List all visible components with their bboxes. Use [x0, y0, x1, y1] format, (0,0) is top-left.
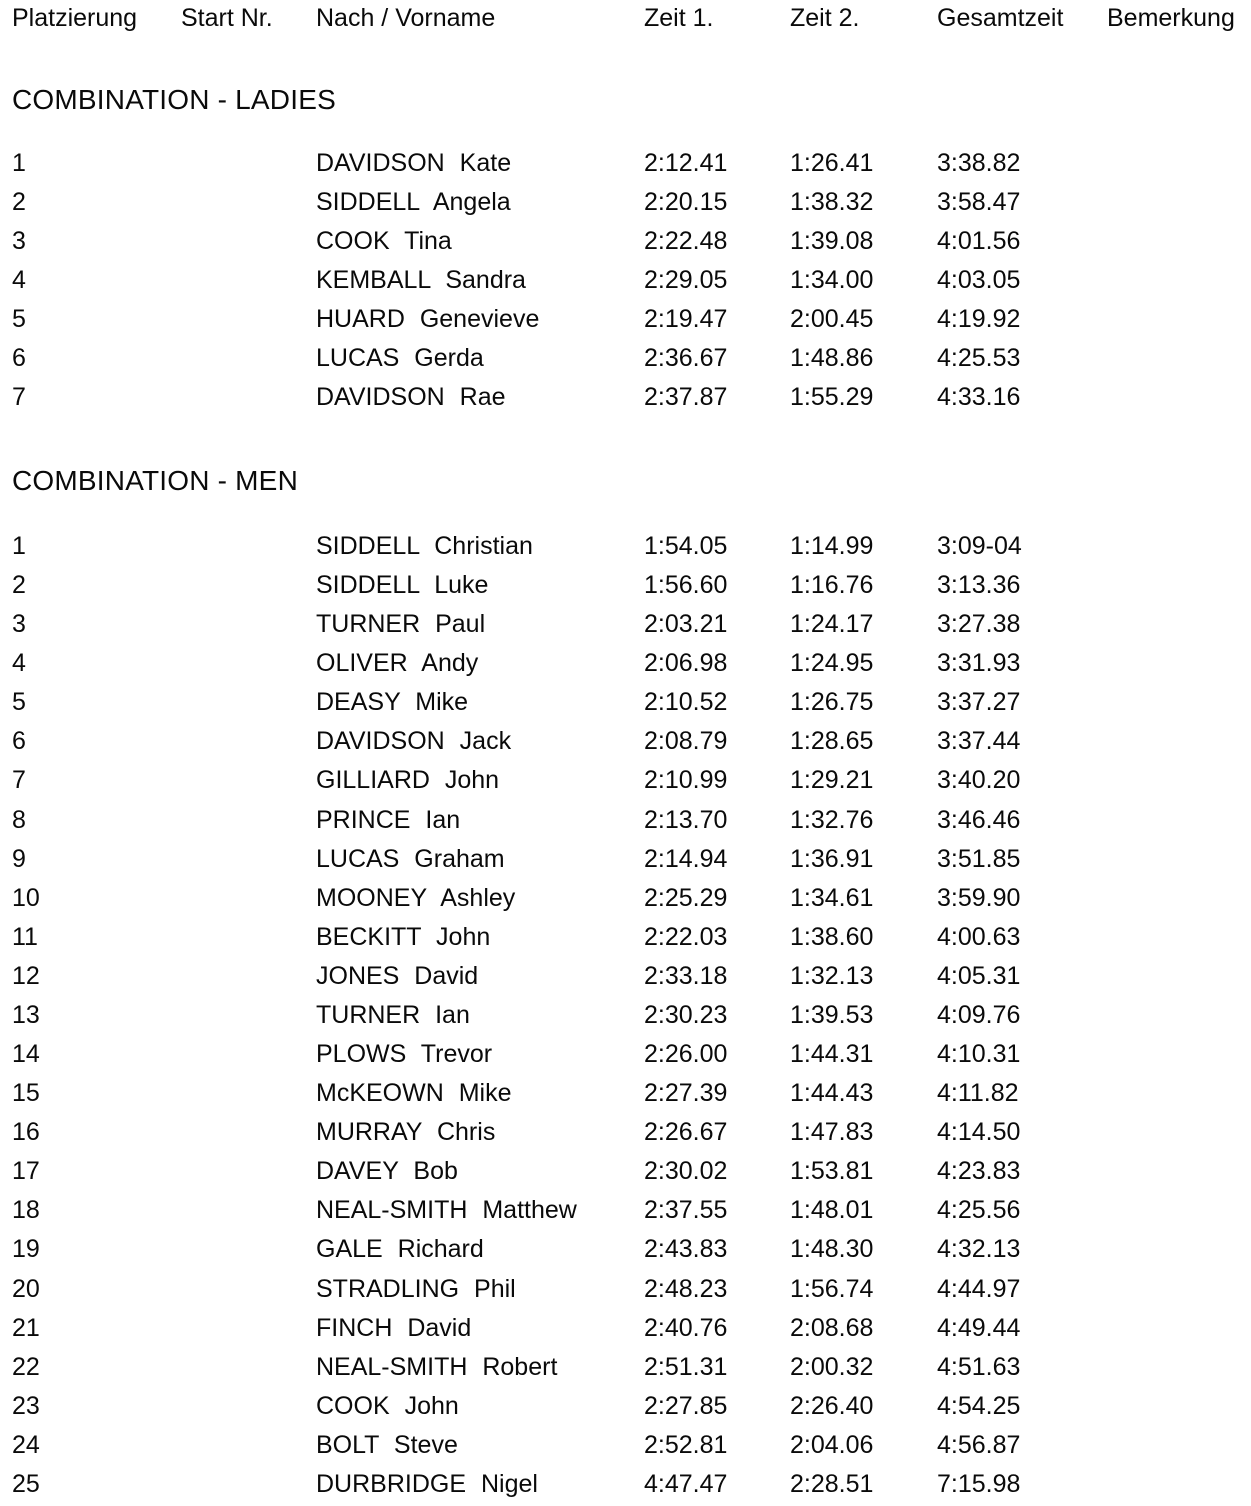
name-cell: LUCAS Gerda	[316, 344, 484, 372]
header-time2: Zeit 2.	[790, 4, 860, 32]
total-time-cell: 4:00.63	[937, 923, 1021, 951]
header-total: Gesamtzeit	[937, 4, 1064, 32]
header-remark: Bemerkung	[1107, 4, 1235, 32]
place-cell: 24	[12, 1431, 40, 1459]
total-time-cell: 3:58.47	[937, 188, 1021, 216]
time2-cell: 1:29.21	[790, 766, 874, 794]
total-time-cell: 4:33.16	[937, 383, 1021, 411]
time1-cell: 2:27.85	[644, 1392, 728, 1420]
place-cell: 25	[12, 1470, 40, 1498]
name-cell: KEMBALL Sandra	[316, 266, 526, 294]
time2-cell: 1:24.17	[790, 610, 874, 638]
total-time-cell: 4:56.87	[937, 1431, 1021, 1459]
place-cell: 6	[12, 344, 26, 372]
place-cell: 12	[12, 962, 40, 990]
place-cell: 17	[12, 1157, 40, 1185]
total-time-cell: 4:05.31	[937, 962, 1021, 990]
time1-cell: 2:40.76	[644, 1314, 728, 1342]
total-time-cell: 7:15.98	[937, 1470, 1021, 1498]
place-cell: 16	[12, 1118, 40, 1146]
section-title-men: COMBINATION - MEN	[12, 465, 298, 496]
time1-cell: 2:52.81	[644, 1431, 728, 1459]
total-time-cell: 3:46.46	[937, 806, 1021, 834]
total-time-cell: 4:03.05	[937, 266, 1021, 294]
time2-cell: 1:32.13	[790, 962, 874, 990]
time1-cell: 2:13.70	[644, 806, 728, 834]
time1-cell: 2:37.87	[644, 383, 728, 411]
time2-cell: 1:28.65	[790, 727, 874, 755]
time1-cell: 2:12.41	[644, 149, 728, 177]
place-cell: 5	[12, 305, 26, 333]
place-cell: 22	[12, 1353, 40, 1381]
place-cell: 1	[12, 532, 26, 560]
time2-cell: 1:26.75	[790, 688, 874, 716]
name-cell: STRADLING Phil	[316, 1275, 516, 1303]
time1-cell: 2:22.03	[644, 923, 728, 951]
name-cell: SIDDELL Luke	[316, 571, 489, 599]
time1-cell: 2:03.21	[644, 610, 728, 638]
name-cell: NEAL-SMITH Robert	[316, 1353, 558, 1381]
time2-cell: 1:38.32	[790, 188, 874, 216]
time2-cell: 1:44.31	[790, 1040, 874, 1068]
name-cell: HUARD Genevieve	[316, 305, 540, 333]
name-cell: MURRAY Chris	[316, 1118, 496, 1146]
time2-cell: 2:28.51	[790, 1470, 874, 1498]
place-cell: 3	[12, 610, 26, 638]
total-time-cell: 3:37.44	[937, 727, 1021, 755]
time1-cell: 2:48.23	[644, 1275, 728, 1303]
time1-cell: 2:25.29	[644, 884, 728, 912]
name-cell: COOK Tina	[316, 227, 452, 255]
total-time-cell: 3:27.38	[937, 610, 1021, 638]
place-cell: 14	[12, 1040, 40, 1068]
time1-cell: 4:47.47	[644, 1470, 728, 1498]
time1-cell: 2:30.02	[644, 1157, 728, 1185]
time2-cell: 1:53.81	[790, 1157, 874, 1185]
name-cell: MOONEY Ashley	[316, 884, 516, 912]
total-time-cell: 4:23.83	[937, 1157, 1021, 1185]
name-cell: GILLIARD John	[316, 766, 500, 794]
time1-cell: 2:26.00	[644, 1040, 728, 1068]
time2-cell: 2:00.32	[790, 1353, 874, 1381]
time2-cell: 2:26.40	[790, 1392, 874, 1420]
place-cell: 23	[12, 1392, 40, 1420]
place-cell: 10	[12, 884, 40, 912]
time1-cell: 2:51.31	[644, 1353, 728, 1381]
time1-cell: 2:26.67	[644, 1118, 728, 1146]
time1-cell: 2:19.47	[644, 305, 728, 333]
place-cell: 19	[12, 1235, 40, 1263]
name-cell: DAVIDSON Kate	[316, 149, 512, 177]
time1-cell: 2:27.39	[644, 1079, 728, 1107]
total-time-cell: 4:25.56	[937, 1196, 1021, 1224]
total-time-cell: 3:31.93	[937, 649, 1021, 677]
total-time-cell: 4:01.56	[937, 227, 1021, 255]
time2-cell: 2:00.45	[790, 305, 874, 333]
time1-cell: 2:29.05	[644, 266, 728, 294]
header-name: Nach / Vorname	[316, 4, 496, 32]
total-time-cell: 4:54.25	[937, 1392, 1021, 1420]
time1-cell: 1:56.60	[644, 571, 728, 599]
time2-cell: 1:56.74	[790, 1275, 874, 1303]
time1-cell: 2:06.98	[644, 649, 728, 677]
section-title-ladies: COMBINATION - LADIES	[12, 84, 336, 115]
name-cell: DEASY Mike	[316, 688, 469, 716]
name-cell: TURNER Ian	[316, 1001, 470, 1029]
name-cell: SIDDELL Christian	[316, 532, 533, 560]
place-cell: 15	[12, 1079, 40, 1107]
total-time-cell: 3:40.20	[937, 766, 1021, 794]
total-time-cell: 4:19.92	[937, 305, 1021, 333]
name-cell: NEAL-SMITH Matthew	[316, 1196, 577, 1224]
place-cell: 20	[12, 1275, 40, 1303]
time2-cell: 1:48.01	[790, 1196, 874, 1224]
place-cell: 3	[12, 227, 26, 255]
time1-cell: 2:10.99	[644, 766, 728, 794]
place-cell: 8	[12, 806, 26, 834]
place-cell: 21	[12, 1314, 40, 1342]
name-cell: McKEOWN Mike	[316, 1079, 512, 1107]
name-cell: SIDDELL Angela	[316, 188, 511, 216]
time2-cell: 1:36.91	[790, 845, 874, 873]
name-cell: GALE Richard	[316, 1235, 484, 1263]
place-cell: 5	[12, 688, 26, 716]
time2-cell: 1:34.61	[790, 884, 874, 912]
time2-cell: 2:08.68	[790, 1314, 874, 1342]
total-time-cell: 3:09-04	[937, 532, 1022, 560]
time2-cell: 1:55.29	[790, 383, 874, 411]
name-cell: OLIVER Andy	[316, 649, 479, 677]
place-cell: 13	[12, 1001, 40, 1029]
total-time-cell: 4:51.63	[937, 1353, 1021, 1381]
total-time-cell: 3:37.27	[937, 688, 1021, 716]
name-cell: FINCH David	[316, 1314, 472, 1342]
time2-cell: 1:34.00	[790, 266, 874, 294]
time2-cell: 1:16.76	[790, 571, 874, 599]
name-cell: LUCAS Graham	[316, 845, 505, 873]
place-cell: 7	[12, 766, 26, 794]
time2-cell: 1:26.41	[790, 149, 874, 177]
header-time1: Zeit 1.	[644, 4, 714, 32]
total-time-cell: 4:44.97	[937, 1275, 1021, 1303]
time2-cell: 1:47.83	[790, 1118, 874, 1146]
name-cell: DAVEY Bob	[316, 1157, 458, 1185]
place-cell: 18	[12, 1196, 40, 1224]
name-cell: JONES David	[316, 962, 479, 990]
total-time-cell: 4:10.31	[937, 1040, 1021, 1068]
time2-cell: 1:38.60	[790, 923, 874, 951]
place-cell: 4	[12, 266, 26, 294]
time1-cell: 2:36.67	[644, 344, 728, 372]
place-cell: 6	[12, 727, 26, 755]
time1-cell: 2:14.94	[644, 845, 728, 873]
time2-cell: 1:39.53	[790, 1001, 874, 1029]
place-cell: 9	[12, 845, 26, 873]
header-placement: Platzierung	[12, 4, 138, 32]
time1-cell: 2:43.83	[644, 1235, 728, 1263]
total-time-cell: 3:51.85	[937, 845, 1021, 873]
name-cell: PLOWS Trevor	[316, 1040, 493, 1068]
name-cell: DAVIDSON Jack	[316, 727, 512, 755]
time1-cell: 2:08.79	[644, 727, 728, 755]
time2-cell: 1:32.76	[790, 806, 874, 834]
total-time-cell: 4:49.44	[937, 1314, 1021, 1342]
time1-cell: 2:33.18	[644, 962, 728, 990]
place-cell: 4	[12, 649, 26, 677]
name-cell: PRINCE Ian	[316, 806, 461, 834]
name-cell: COOK John	[316, 1392, 459, 1420]
time1-cell: 2:20.15	[644, 188, 728, 216]
name-cell: DAVIDSON Rae	[316, 383, 506, 411]
header-start-no: Start Nr.	[181, 4, 273, 32]
total-time-cell: 4:11.82	[937, 1079, 1019, 1107]
total-time-cell: 4:14.50	[937, 1118, 1021, 1146]
total-time-cell: 3:38.82	[937, 149, 1021, 177]
time2-cell: 1:14.99	[790, 532, 874, 560]
name-cell: BECKITT John	[316, 923, 491, 951]
total-time-cell: 4:09.76	[937, 1001, 1021, 1029]
time2-cell: 2:04.06	[790, 1431, 874, 1459]
place-cell: 1	[12, 149, 26, 177]
total-time-cell: 3:13.36	[937, 571, 1021, 599]
time2-cell: 1:48.30	[790, 1235, 874, 1263]
time2-cell: 1:24.95	[790, 649, 874, 677]
time1-cell: 2:10.52	[644, 688, 728, 716]
time1-cell: 2:30.23	[644, 1001, 728, 1029]
time2-cell: 1:39.08	[790, 227, 874, 255]
time1-cell: 2:22.48	[644, 227, 728, 255]
time2-cell: 1:44.43	[790, 1079, 874, 1107]
name-cell: DURBRIDGE Nigel	[316, 1470, 538, 1498]
total-time-cell: 4:32.13	[937, 1235, 1021, 1263]
name-cell: BOLT Steve	[316, 1431, 458, 1459]
time1-cell: 1:54.05	[644, 532, 728, 560]
total-time-cell: 3:59.90	[937, 884, 1021, 912]
time1-cell: 2:37.55	[644, 1196, 728, 1224]
place-cell: 7	[12, 383, 26, 411]
name-cell: TURNER Paul	[316, 610, 486, 638]
total-time-cell: 4:25.53	[937, 344, 1021, 372]
time2-cell: 1:48.86	[790, 344, 874, 372]
place-cell: 11	[12, 923, 38, 951]
place-cell: 2	[12, 571, 26, 599]
place-cell: 2	[12, 188, 26, 216]
